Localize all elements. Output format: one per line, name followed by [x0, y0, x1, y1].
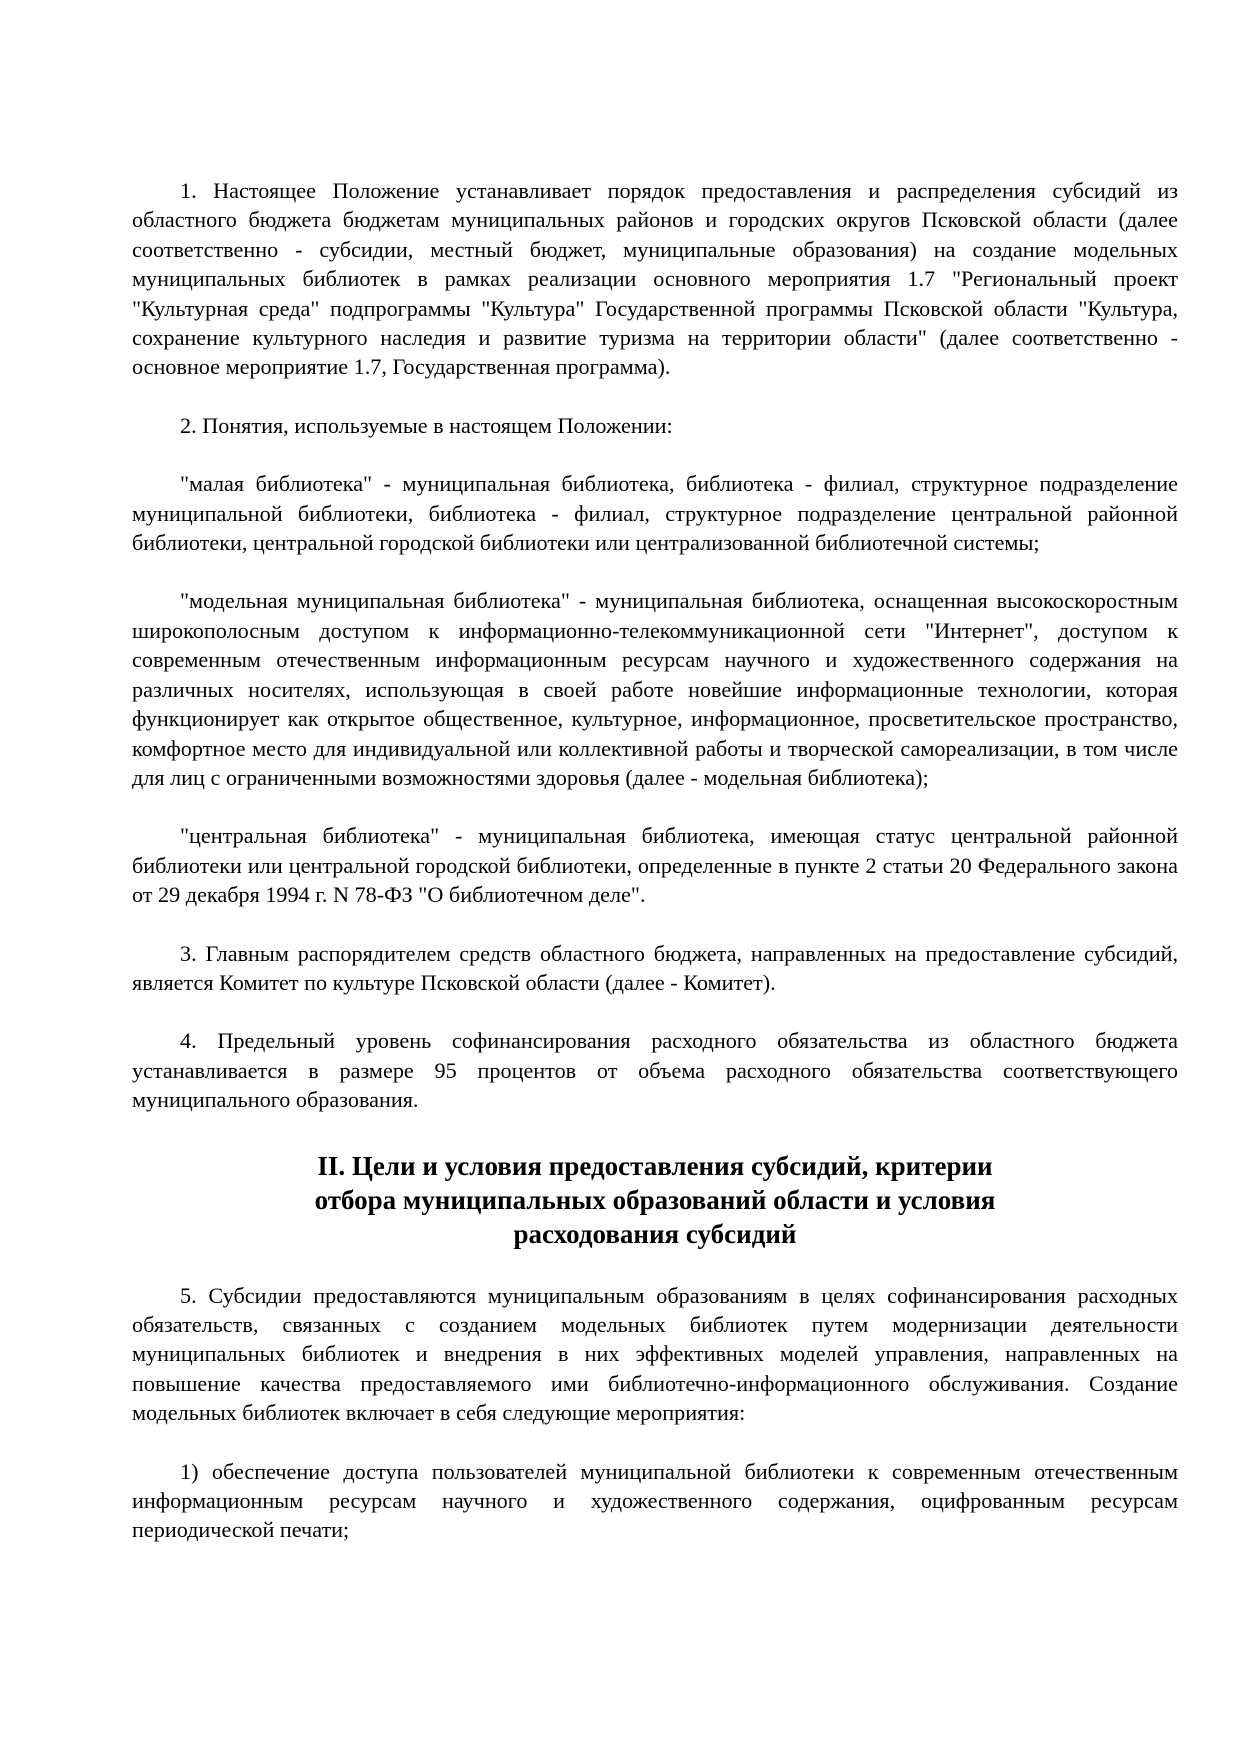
paragraph-4: 4. Предельный уровень софинансирования расходного обязательства из областного бюджета устанавливается в размере 95 процентов от объема расходного обязательства соответствующего муниципального образования. [132, 1028, 1178, 1113]
paragraph-3: 3. Главным распорядителем средств областного бюджета, направленных на предоставление субсидий, является Комитет по культуре Псковской области (далее - Комитет). [132, 940, 1178, 995]
heading-line-3: расходования субсидий [513, 1218, 797, 1249]
paragraph-5: 5. Субсидии предоставляются муниципальным образованиям в целях софинансирования расходных обязательств, связанных с созданием модельных библиотек путем модернизации деятельности муниципальных библиотек и внедрения в них эффективных моделей управления, направленных на повышение качества предоставляемого ими библиотечно-информационного обслуживания. Создание модельных библиотек включает в себя следующие мероприятия: [132, 1282, 1178, 1426]
definition-small-library: "малая библиотека" - муниципальная библиотека, библиотека - филиал, структурное подразделение муниципальной библиотеки, библиотека - филиал, структурное подразделение центральной районной библиотеки, центральной городской библиотеки или централизованной библиотечной системы; [132, 471, 1178, 556]
document-page [132, 176, 1178, 1545]
definition-model-library: "модельная муниципальная библиотека" - муниципальная библиотека, оснащенная высокоскоростным широкополосным доступом к информационно-телекоммуникационной сети "Интернет", доступом к современным отечественным информационным ресурсам научного и художественного содержания на различных носителях, использующая в своей работе новейшие информационные технологии, которая функционирует как открытое общественное, культурное, информационное, просветительское пространство, комфортное место для индивидуальной или коллективной работы и творческой самореализации, в том числе для лиц с ограниченными возможностями здоровья (далее - модельная библиотека); [132, 588, 1178, 790]
paragraph-1: 1. Настоящее Положение устанавливает порядок предоставления и распределения субсидий из областного бюджета бюджетам муниципальных районов и городских округов Псковской области (далее соответственно - субсидии, местный бюджет, муниципальные образования) на создание модельных муниципальных библиотек в рамках реализации основного мероприятия 1.7 "Региональный проект "Культурная среда" подпрограммы "Культура" Государственной программы Псковской области "Культура, сохранение культурного наследия и развитие туризма на территории области" (далее соответственно - основное мероприятие 1.7, Государственная программа). [132, 178, 1178, 380]
paragraph-2: 2. Понятия, используемые в настоящем Положении: [180, 412, 673, 438]
section-heading [132, 1149, 1178, 1251]
paragraph-5-item-1: 1) обеспечение доступа пользователей муниципальной библиотеки к современным отечественным информационным ресурсам научного и художественного содержания, оцифрованным ресурсам периодической печати; [132, 1458, 1178, 1543]
definition-central-library: "центральная библиотека" - муниципальная библиотека, имеющая статус центральной районной библиотеки или центральной городской библиотеки, определенные в пункте 2 статьи 20 Федерального закона от 29 декабря 1994 г. N 78-ФЗ "О библиотечном деле". [132, 823, 1178, 908]
heading-line-2: отбора муниципальных образований области и условия [314, 1184, 996, 1215]
heading-line-1: II. Цели и условия предоставления субсидий, критерии [317, 1150, 993, 1181]
